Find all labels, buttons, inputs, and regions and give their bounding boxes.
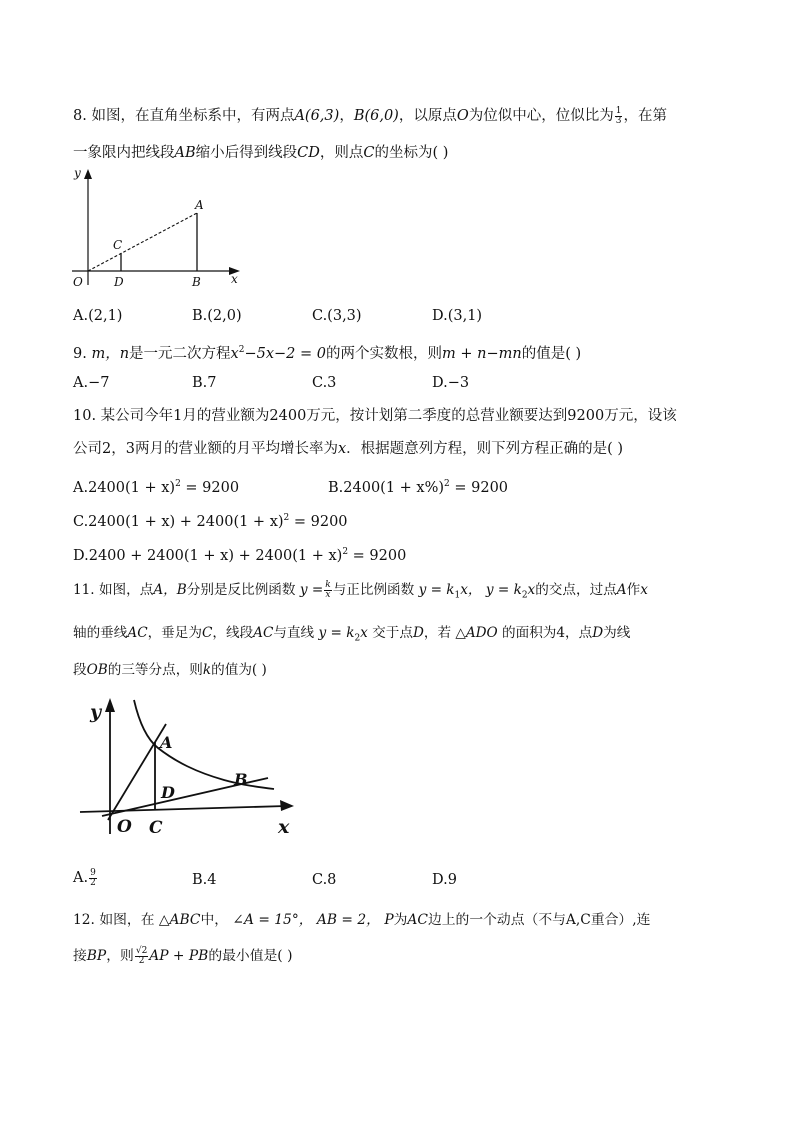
text: 是一元二次方程 — [129, 345, 231, 362]
superscript: 2 — [175, 479, 181, 489]
q11-option-c[interactable]: C.8 — [312, 872, 337, 888]
math: OB — [86, 662, 108, 678]
option-text: D.2400 + 2400(1 + x) + 2400(1 + x) — [73, 547, 343, 564]
math: k — [202, 662, 212, 678]
q9-option-d[interactable]: D.−3 — [432, 375, 470, 391]
fraction — [135, 947, 148, 966]
option-text: = 9200 — [180, 479, 240, 496]
y-arrow — [105, 698, 115, 712]
math: D — [592, 625, 604, 641]
text: 的两个实数根，则 — [326, 345, 442, 362]
math: B(6,0) — [353, 108, 399, 124]
superscript: 2 — [444, 479, 450, 489]
q9-option-a[interactable]: A.−7 — [73, 375, 110, 391]
q11-line3 — [73, 660, 267, 680]
text: 12. 如图，在 — [73, 912, 155, 928]
label-C: C — [113, 238, 123, 252]
text: 接 — [73, 948, 87, 964]
denominator: 2 — [90, 877, 96, 888]
text: 的面积为4，点 — [502, 625, 593, 641]
text: 的三等分点，则 — [107, 662, 203, 678]
math: y = k — [318, 625, 355, 641]
q8-figure — [68, 165, 248, 290]
label-O: O — [117, 817, 132, 837]
segment-OA — [88, 213, 197, 271]
text: 的坐标为( ) — [374, 145, 449, 161]
text: 的最小值是( ) — [208, 948, 293, 964]
text: 的值为( ) — [211, 662, 267, 678]
math: ∠A = 15°， — [232, 912, 313, 928]
x-arrow — [280, 800, 294, 811]
text: 作 — [626, 582, 641, 598]
math: AC — [407, 912, 428, 928]
q9-option-c[interactable]: C.3 — [312, 375, 337, 391]
text: 为位似中心，位似比为 — [468, 108, 614, 124]
text: 交于点 — [372, 625, 413, 641]
text: 中， — [200, 912, 229, 928]
fraction — [324, 581, 331, 600]
math: AC — [127, 625, 148, 641]
text: ，线段 — [212, 625, 254, 641]
q10-line1: 10. 某公司今年1月的营业额为2400万元，按计划第二季度的总营业额要达到9200万元，设该 — [73, 408, 677, 424]
option-text: = 9200 — [348, 547, 407, 564]
q8-option-d[interactable]: D.(3,1) — [432, 308, 483, 324]
y-arrow — [84, 169, 92, 179]
text: ，则 — [106, 948, 134, 964]
q12-line2 — [73, 946, 292, 966]
math: CD — [297, 145, 320, 161]
math: m + n−mn — [442, 345, 522, 362]
text: 与正比例函数 — [332, 582, 415, 598]
text: 缩小后得到线段 — [195, 145, 298, 161]
text: 与直线 — [273, 625, 315, 641]
label-y: y — [90, 701, 102, 723]
q8-option-b[interactable]: B.(2,0) — [192, 308, 242, 324]
subscript: 2 — [354, 633, 361, 644]
subscript: 1 — [454, 590, 461, 601]
superscript: 2 — [283, 513, 290, 523]
text: ，以原点 — [398, 108, 457, 124]
text: 一象限内把线段 — [73, 145, 175, 161]
label-C: C — [149, 818, 163, 838]
text: 公司2，3两月的营业额的月平均增长率为 — [73, 441, 338, 457]
text: 11. 如图，点 — [73, 582, 154, 598]
q8-line1 — [73, 106, 667, 126]
label-D: D — [161, 783, 175, 802]
math: AC — [253, 625, 274, 641]
q8-line2 — [73, 143, 448, 163]
math: AB = 2， — [316, 912, 380, 928]
line-k1 — [108, 724, 166, 820]
denominator: 2 — [138, 956, 145, 966]
math: D — [412, 625, 424, 641]
denominator: x — [325, 590, 331, 600]
superscript: 2 — [238, 345, 245, 355]
math: BP — [86, 948, 107, 964]
text: 段 — [73, 662, 87, 678]
text: 的交点，过点 — [535, 582, 617, 598]
option-text: B.2400(1 + x%) — [328, 479, 445, 496]
text: 8. 如图，在直角坐标系中，有两点 — [73, 108, 295, 124]
option-text: A. — [73, 870, 89, 886]
math: C — [363, 145, 375, 161]
numerator: 1 — [615, 105, 622, 116]
q11-figure — [74, 696, 304, 841]
q11-option-b[interactable]: B.4 — [192, 872, 217, 888]
math: AP + PB — [149, 948, 209, 964]
text: 分别是反比例函数 — [186, 582, 296, 598]
option-text: = 9200 — [449, 479, 509, 496]
q12-line1 — [73, 910, 650, 930]
numerator: 9 — [90, 867, 96, 878]
math: O — [456, 108, 469, 124]
text: 轴的垂线 — [73, 625, 128, 641]
text: 为 — [393, 912, 408, 928]
label-B: B — [192, 275, 201, 289]
q11-option-d[interactable]: D.9 — [432, 872, 457, 888]
math: m，n — [91, 345, 130, 362]
math: A，B — [153, 582, 187, 598]
q9-line — [73, 340, 581, 364]
math: x — [640, 582, 648, 598]
math: AB — [174, 145, 196, 161]
math: A(6,3) — [294, 108, 340, 124]
math: A — [616, 582, 627, 598]
q8-option-a[interactable]: A.(2,1) — [73, 308, 123, 324]
option-text: = 9200 — [289, 513, 348, 530]
option-text: A.2400(1 + x) — [73, 479, 176, 496]
text: ．根据题意列方程，则下列方程正确的是( ) — [346, 441, 624, 457]
numerator: k — [325, 580, 331, 590]
q11-line2 — [73, 623, 630, 649]
math: x — [527, 582, 536, 598]
label-x: x — [278, 816, 290, 838]
label-B: B — [234, 770, 248, 789]
option-text: C.2400(1 + x) + 2400(1 + x) — [73, 513, 284, 530]
q8-option-c[interactable]: C.(3,3) — [312, 308, 362, 324]
q11-line1 — [73, 580, 648, 606]
q9-option-b[interactable]: B.7 — [192, 375, 217, 391]
numerator: √2 — [135, 946, 148, 956]
q10-option-b[interactable] — [328, 474, 508, 498]
text: ，垂足为 — [147, 625, 202, 641]
math: △ABC — [158, 912, 201, 928]
math: x， — [460, 582, 482, 598]
text: ，若 — [423, 625, 452, 641]
math: P — [384, 912, 394, 928]
math: y = — [299, 582, 324, 598]
superscript: 2 — [342, 547, 349, 557]
text: 为线 — [603, 625, 631, 641]
q10-option-a[interactable] — [73, 474, 239, 498]
math: C — [201, 625, 213, 641]
subscript: 2 — [521, 590, 528, 601]
q10-option-d[interactable] — [73, 542, 406, 566]
label-O: O — [73, 275, 83, 289]
label-D: D — [114, 275, 124, 289]
text: 的值是( ) — [521, 345, 582, 362]
q10-line2 — [73, 439, 623, 459]
math: x — [230, 345, 239, 362]
q10-option-c[interactable] — [73, 508, 348, 532]
math: △ADO — [455, 625, 498, 641]
label-x: x — [231, 272, 238, 286]
fraction — [615, 107, 623, 126]
math: y = k — [418, 582, 455, 598]
text: 边上的一个动点（不与A,C重合）,连 — [427, 912, 651, 928]
label-A: A — [195, 198, 204, 212]
math: −5x−2 = 0 — [244, 345, 326, 362]
q11-option-a[interactable] — [73, 868, 98, 888]
text: 9. — [73, 345, 92, 362]
math: x — [337, 441, 347, 457]
text: ， — [339, 108, 354, 124]
denominator: 3 — [615, 115, 622, 126]
math: y = k — [485, 582, 522, 598]
math: x — [360, 625, 368, 641]
text: ，则点 — [319, 145, 364, 161]
x-axis — [80, 806, 286, 812]
label-y: y — [74, 166, 81, 180]
label-A: A — [160, 733, 173, 752]
fraction — [89, 869, 97, 888]
text: ，在第 — [623, 108, 667, 124]
